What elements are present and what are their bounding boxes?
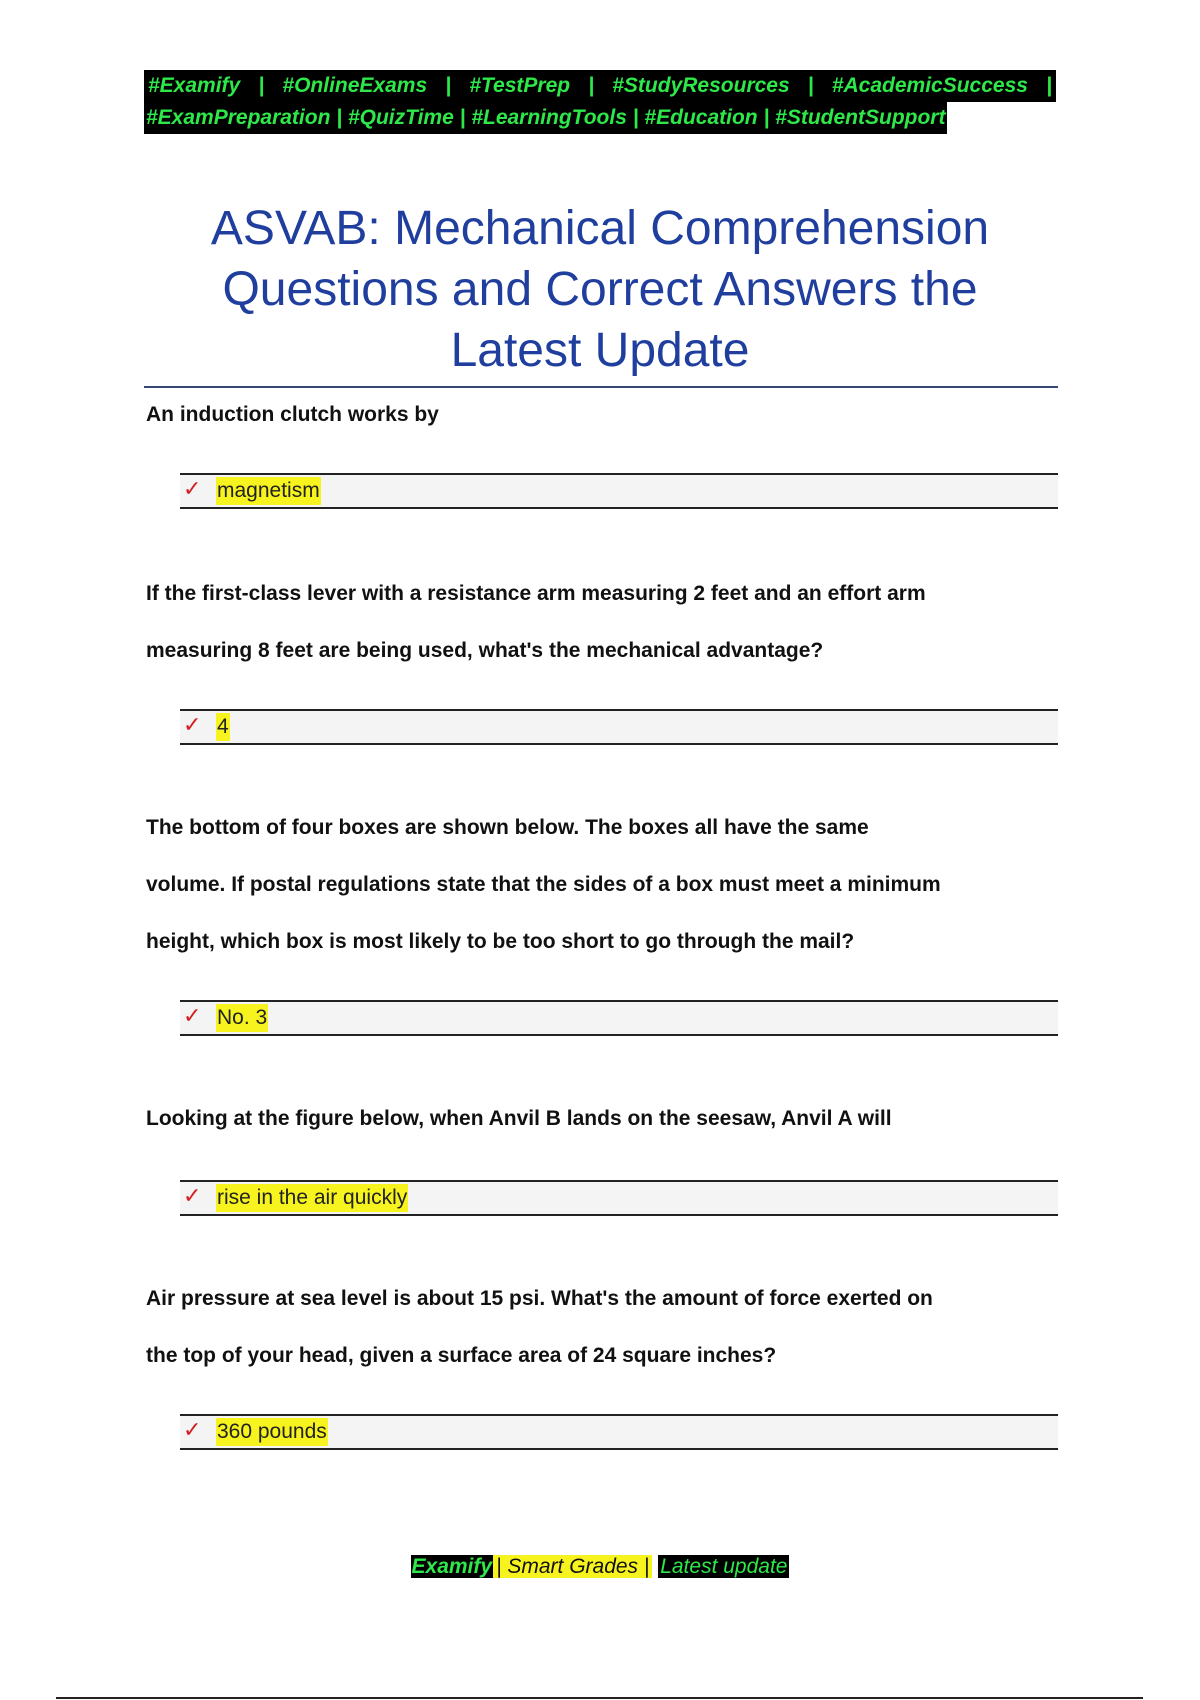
answer-text: 360 pounds bbox=[216, 1418, 328, 1446]
question-text: measuring 8 feet are being used, what's the mechanical advantage? bbox=[146, 639, 824, 662]
hashtag-line-1 bbox=[144, 70, 1056, 102]
question-1 bbox=[146, 386, 1056, 443]
hashtag: #Examify bbox=[144, 70, 244, 102]
question-text: An induction clutch works by bbox=[146, 403, 439, 426]
checkmark-icon: ✓ bbox=[183, 477, 202, 502]
answer-text: magnetism bbox=[216, 477, 321, 505]
checkmark-icon: ✓ bbox=[183, 713, 202, 738]
question-5 bbox=[146, 1270, 1056, 1384]
answer-box-1 bbox=[180, 473, 1058, 509]
question-text: the top of your head, given a surface area of 24 square inches? bbox=[146, 1344, 777, 1367]
hashtag-line-2 bbox=[144, 102, 947, 134]
footer-latest-update: Latest update bbox=[660, 1555, 788, 1578]
title-line: Latest Update bbox=[450, 324, 750, 377]
question-text: The bottom of four boxes are shown below. The boxes all have the same bbox=[146, 816, 869, 839]
hashtag-line-2-text: #ExamPreparation | #QuizTime | #LearningTools | #Education | #StudentSupport bbox=[146, 106, 946, 129]
answer-box-4 bbox=[180, 1180, 1058, 1216]
answer-text: rise in the air quickly bbox=[216, 1184, 408, 1212]
question-2 bbox=[146, 565, 1056, 679]
question-4 bbox=[146, 1090, 1056, 1147]
separator: | bbox=[1042, 70, 1056, 102]
answer-box-5 bbox=[180, 1414, 1058, 1450]
hashtag: #TestPrep bbox=[465, 70, 574, 102]
footer-brand: Examify bbox=[411, 1555, 493, 1578]
checkmark-icon: ✓ bbox=[183, 1418, 202, 1443]
page-title bbox=[150, 198, 1050, 381]
question-3 bbox=[146, 799, 1056, 970]
footer-tagline: | Smart Grades | bbox=[493, 1555, 652, 1578]
separator: | bbox=[254, 70, 268, 102]
hashtag-banner bbox=[144, 70, 1056, 134]
hashtag: #StudyResources bbox=[608, 70, 793, 102]
hashtag: #OnlineExams bbox=[278, 70, 431, 102]
answer-box-3 bbox=[180, 1000, 1058, 1036]
title-line: ASVAB: Mechanical Comprehension bbox=[210, 202, 990, 255]
question-text: Air pressure at sea level is about 15 psi. What's the amount of force exerted on bbox=[146, 1287, 933, 1310]
separator: | bbox=[441, 70, 455, 102]
answer-box-2 bbox=[180, 709, 1058, 745]
question-text: If the first-class lever with a resistance arm measuring 2 feet and an effort arm bbox=[146, 582, 926, 605]
checkmark-icon: ✓ bbox=[183, 1004, 202, 1029]
bottom-divider bbox=[56, 1697, 1143, 1699]
separator: | bbox=[804, 70, 818, 102]
hashtag: #AcademicSuccess bbox=[828, 70, 1032, 102]
question-text: Looking at the figure below, when Anvil B lands on the seesaw, Anvil A will bbox=[146, 1107, 892, 1130]
answer-text: No. 3 bbox=[216, 1004, 268, 1032]
title-line: Questions and Correct Answers the bbox=[222, 263, 978, 316]
question-text: height, which box is most likely to be too short to go through the mail? bbox=[146, 930, 855, 953]
checkmark-icon: ✓ bbox=[183, 1184, 202, 1209]
answer-text: 4 bbox=[216, 713, 230, 741]
page-footer bbox=[0, 1553, 1200, 1581]
separator: | bbox=[584, 70, 598, 102]
question-text: volume. If postal regulations state that the sides of a box must meet a minimum bbox=[146, 873, 941, 896]
